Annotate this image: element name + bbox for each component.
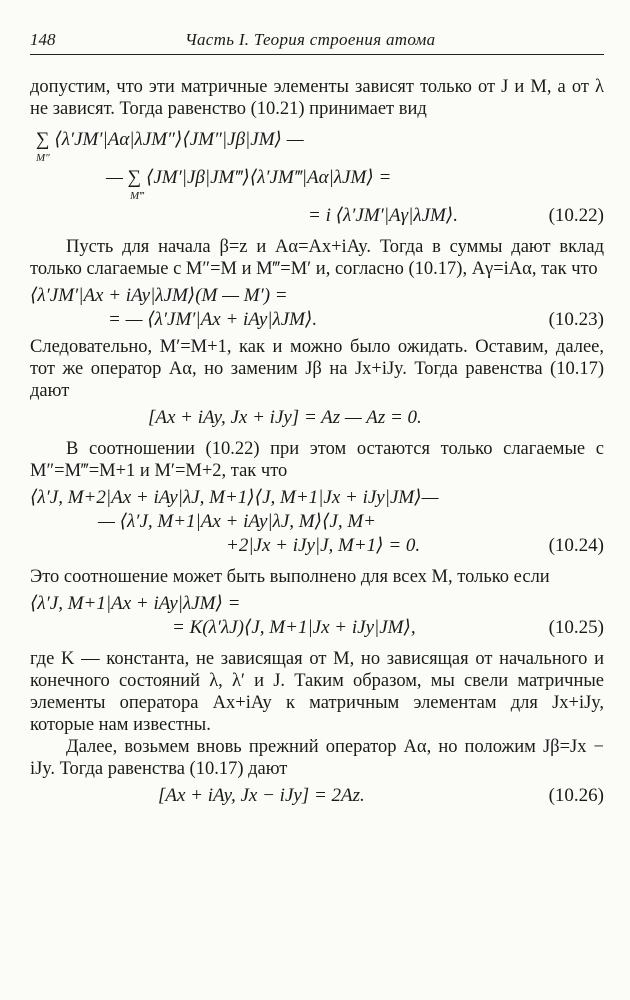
paragraph-4: В соотношении (10.22) при этом остаются только слагаемые с M″=M‴=M+1 и M′=M+2, так что (30, 439, 604, 481)
eq24-number: (10.24) (548, 535, 604, 556)
eq24-line1: ⟨λ′J, M+2|Ax + iAy|λJ, M+1⟩⟨J, M+1|Jx + iJy|JM⟩— (30, 487, 439, 508)
equation-10-22 (30, 128, 604, 228)
page-number: 148 (30, 30, 56, 49)
eq22-line1-sub: M″ (36, 152, 50, 164)
eq25-number: (10.25) (548, 617, 604, 638)
eq23-number: (10.23) (548, 309, 604, 330)
paragraph-1: допустим, что эти матричные элементы зависят только от J и M, а от λ не зависят. Тогда равенство (10.21) принимает вид (30, 77, 604, 119)
paragraph-7: Далее, возьмем вновь прежний оператор Aα, но положим Jβ=Jx − iJy. Тогда равенства (10.17) дают (30, 737, 604, 779)
eq23-line2: = — ⟨λ′JM′|Ax + iAy|λJM⟩. (108, 309, 318, 330)
equation-10-26 (30, 784, 604, 808)
equation-10-25 (30, 592, 604, 640)
paragraph-3: Следовательно, M′=M+1, как и можно было ожидать. Оставим, далее, тот же оператор Aα, но заменим Jβ на Jx+iJy. Тогда равенства (10.17) дают (30, 337, 604, 401)
eq22-number: (10.22) (548, 205, 604, 226)
eq24-line2: — ⟨λ′J, M+1|Ax + iAy|λJ, M⟩⟨J, M+ (98, 511, 376, 532)
eq22-line2: — ∑ ⟨JM′|Jβ|JM‴⟩⟨λ′JM‴|Aα|λJM⟩ = (106, 167, 392, 188)
eq25-line1: ⟨λ′J, M+1|Ax + iAy|λJM⟩ = (30, 593, 241, 614)
equation-commutator-1 (30, 406, 604, 430)
page-header (30, 28, 604, 55)
eq22-line3: = i ⟨λ′JM′|Aγ|λJM⟩. (308, 205, 459, 226)
paragraph-5: Это соотношение может быть выполнено для всех M, только если (30, 567, 550, 587)
running-head: Часть I. Теория строения атома (185, 30, 436, 49)
equation-10-23 (30, 284, 604, 332)
eq26-line1: [Ax + iAy, Jx − iJy] = 2Az. (158, 785, 365, 806)
eq22-line1: ∑ ⟨λ′JM′|Aα|λJM″⟩⟨JM″|Jβ|JM⟩ — (36, 129, 304, 150)
eq22-line2-sub: M‴ (130, 190, 144, 202)
eq25-line2: = K(λ′λJ)⟨J, M+1|Jx + iJy|JM⟩, (172, 617, 416, 638)
equation-10-24 (30, 486, 604, 558)
eq26-number: (10.26) (548, 785, 604, 806)
eq24-line3: +2|Jx + iJy|J, M+1⟩ = 0. (226, 535, 421, 556)
page-body (30, 76, 604, 808)
eq-comm-line1: [Ax + iAy, Jx + iJy] = Az — Az = 0. (148, 407, 422, 428)
paragraph-6: где K — константа, не зависящая от M, но зависящая от начального и конечного состояний λ, λ′ и J. Таким образом, мы свели матричные элементы оператора Ax+iAy к матричным элементам для Jx+iJy, которые нам известны. (30, 649, 604, 735)
eq23-line1: ⟨λ′JM′|Ax + iAy|λJM⟩(M — M′) = (30, 285, 288, 306)
paragraph-2: Пусть для начала β=z и Aα=Ax+iAy. Тогда в суммы дают вклад только слагаемые с M″=M и M‴=M′ и, согласно (10.17), Aγ=iAα, так что (30, 237, 604, 279)
